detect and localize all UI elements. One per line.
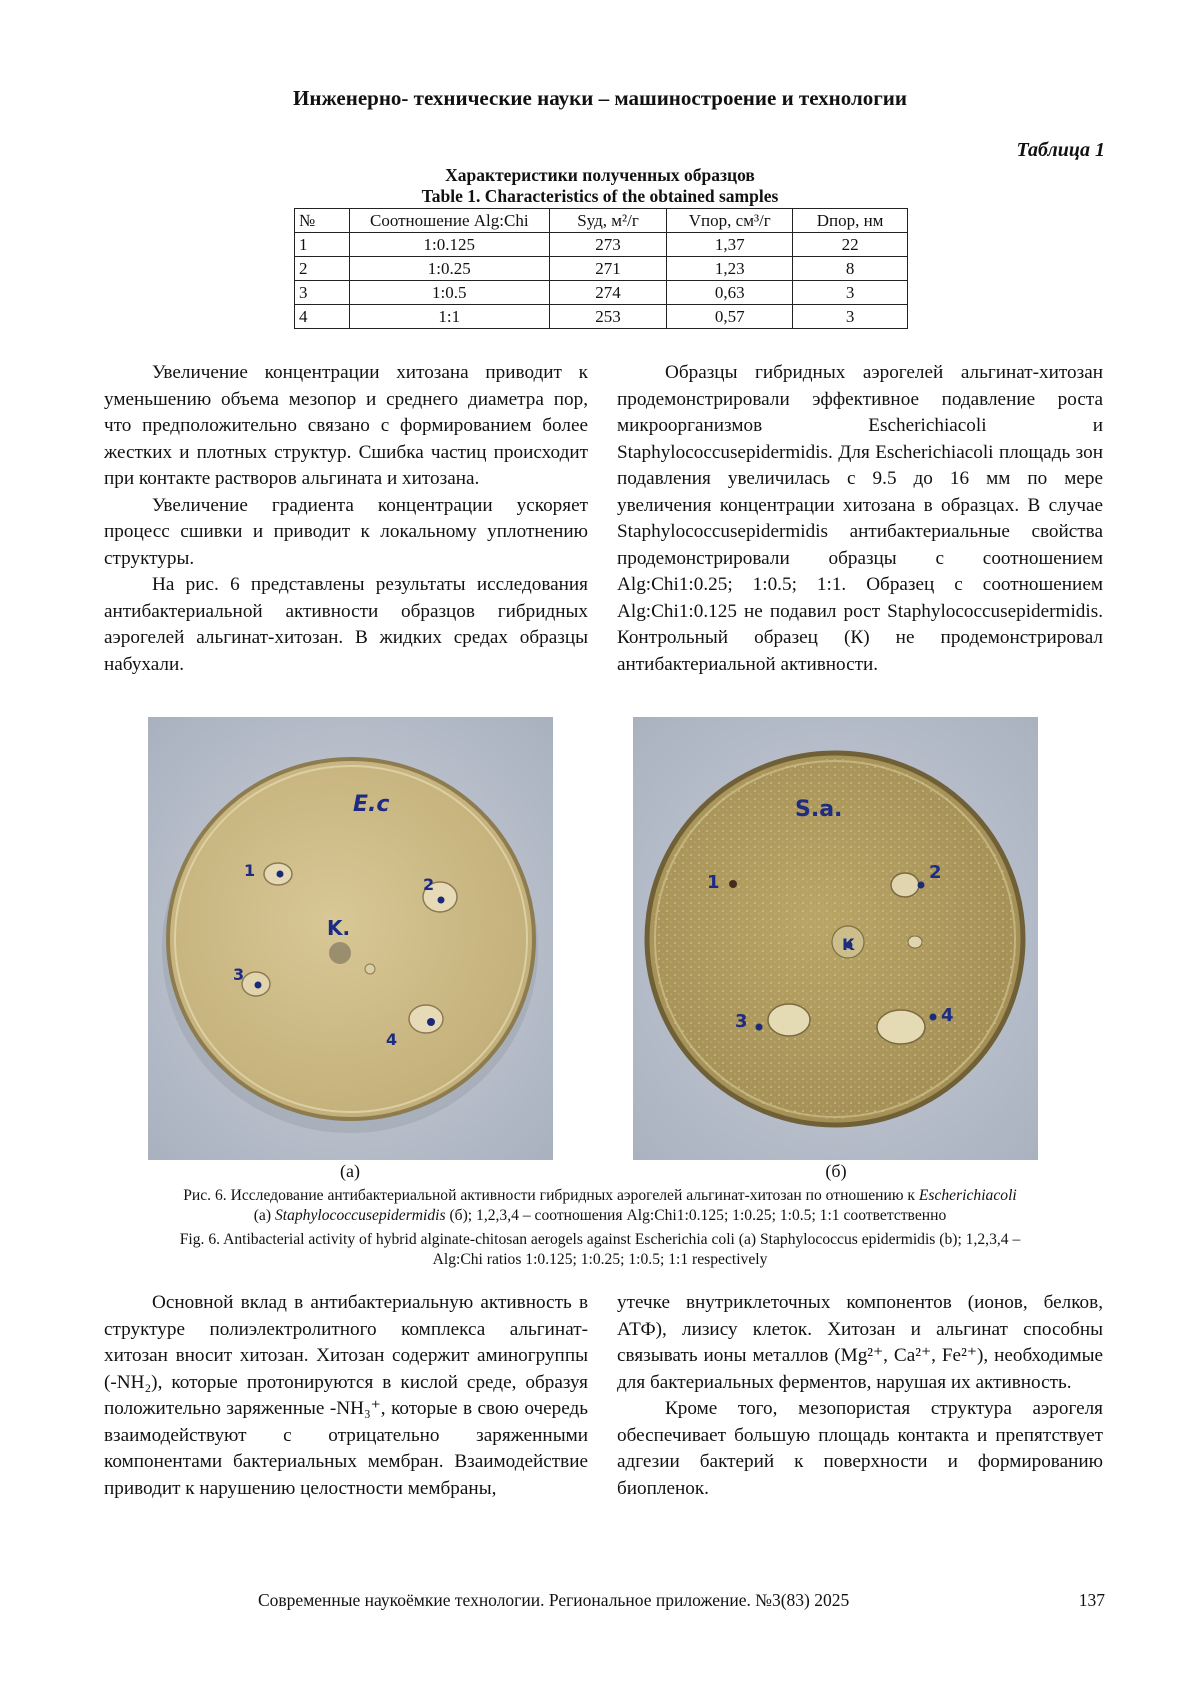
table-cell: 1,23 — [667, 257, 793, 281]
sample-label-2: 2 — [423, 875, 435, 894]
control-label-k: K. — [327, 916, 351, 940]
petri-dish-photo-a — [148, 717, 553, 1160]
paragraph: утечке внутриклеточных компонентов (ионов, белков, АТФ), лизису клеток. Хитозан и альгинат способны связывать ионы металлов (Mg²⁺, Ca²⁺, Fe²⁺), необходимые для бактериальных ферментов, нарушая их активность. — [617, 1292, 1103, 1393]
figure-caption-en-line1: Fig. 6. Antibacterial activity of hybrid alginate-chitosan aerogels against Escherichia coli (a) Staphylococcus epidermidis (b); 1,2,3,4 – — [179, 1231, 1021, 1248]
table-cell: 4 — [295, 305, 350, 329]
col-header-ratio: Соотношение Alg:Chi — [349, 209, 549, 233]
table-row — [295, 257, 908, 281]
table-cell: 0,57 — [667, 305, 793, 329]
sample-label-4: 4 — [941, 1005, 954, 1026]
text-column-3 — [104, 1290, 588, 1502]
text-column-2 — [617, 360, 1103, 678]
table-cell: 2 — [295, 257, 350, 281]
paragraph: Кроме того, мезопористая структура аэрогеля обеспечивает большую площадь контакта и препятствует адгезии бактерий к поверхности и формированию биопленок. — [617, 1398, 1103, 1499]
characteristics-table — [294, 208, 908, 329]
sample-label-2: 2 — [929, 862, 942, 883]
col-header-volume: Vпор, см³/г — [667, 209, 793, 233]
plate-title-a: E.c — [353, 792, 390, 817]
table-cell: 1:0.25 — [349, 257, 549, 281]
table-cell: 253 — [549, 305, 667, 329]
sample-label-1: 1 — [707, 872, 720, 893]
table-header-row — [295, 209, 908, 233]
sample-label-3: 3 — [233, 965, 245, 984]
caption-text: Рис. 6. Исследование антибактериальной активности гибридных аэрогелей альгинат-хитозан по отношению к — [183, 1187, 919, 1204]
plate-title-b: S.a. — [795, 797, 843, 822]
table-cell: 1:0.5 — [349, 281, 549, 305]
paragraph: На рис. 6 представлены результаты исследования антибактериальной активности образцов гибридных аэрогелей альгинат-хитозан. В жидких средах образцы набухали. — [104, 574, 588, 675]
journal-footer: Современные наукоёмкие технологии. Региональное приложение. №3(83) 2025 — [258, 1590, 850, 1610]
table-cell: 3 — [295, 281, 350, 305]
figure-caption-ru-line2 — [0, 1206, 1200, 1226]
sample-label-4: 4 — [386, 1030, 398, 1049]
petri-dish-illustration-a — [148, 717, 553, 1160]
figure-caption-en-line2: Alg:Chi ratios 1:0.125; 1:0.25; 1:0.5; 1:1 respectively — [432, 1251, 768, 1268]
col-header-diameter: Dпор, нм — [793, 209, 908, 233]
table-cell: 22 — [793, 233, 908, 257]
paragraph: Образцы гибридных аэрогелей альгинат-хитозан продемонстрировали эффективное подавление роста микроорганизмов Escherichiacoli и Staphylococcusepidermidis. Для Escherichiacoli площадь зон подавления увеличилась с 9.5 до 16 мм по мере увеличения концентрации хитозана в образцах. В случае Staphylococcusepidermidis антибактериальные свойства продемонстрировали образцы с соотношением Alg:Chi1:0.25; 1:0.5; 1:1. Образец с соотношением Alg:Chi1:0.125 не подавил рост Staphylococcusepidermidis. Контрольный образец (К) не продемонстрировал антибактериальной активности. — [617, 362, 1103, 675]
table-row — [295, 281, 908, 305]
table-cell: 0,63 — [667, 281, 793, 305]
table-row — [295, 305, 908, 329]
figure-label-a: (а) — [340, 1161, 360, 1181]
caption-text: (а) — [253, 1207, 275, 1224]
table-cell: 273 — [549, 233, 667, 257]
table-cell: 1,37 — [667, 233, 793, 257]
col-header-surface: Sуд, м²/г — [549, 209, 667, 233]
table-cell: 8 — [793, 257, 908, 281]
paragraph: Основной вклад в антибактериальную активность в структуре полиэлектролитного комплекса альгинат-хитозан вносит хитозан. Хитозан содержит аминогруппы (-NH₂), которые протонируются в кислой среде, образуя положительно заряженные -NH₃⁺, которые в свою очередь взаимодействуют с отрицательно заряженными компонентами бактериальных мембран. Взаимодействие приводит к нарушению целостности мембраны, — [104, 1292, 588, 1499]
caption-species: Staphylococcusepidermidis — [274, 1207, 446, 1224]
table-cell: 1 — [295, 233, 350, 257]
sample-label-1: 1 — [244, 861, 256, 880]
col-header-number: № — [295, 209, 350, 233]
petri-dish-photo-b — [633, 717, 1038, 1160]
table-cell: 3 — [793, 281, 908, 305]
table-title-ru: Характеристики полученных образцов — [445, 165, 755, 185]
paragraph: Увеличение концентрации хитозана приводит к уменьшению объема мезопор и среднего диаметра пор, что предположительно связано с формированием более жестких и плотных структур. Сшибка частиц происходит при контакте растворов альгината и хитозана. — [104, 362, 588, 489]
text-column-1 — [104, 360, 588, 678]
control-label-k: K — [842, 935, 855, 954]
sample-label-3: 3 — [735, 1011, 748, 1032]
table-title-en: Table 1. Characteristics of the obtained samples — [421, 186, 779, 206]
table-cell: 1:1 — [349, 305, 549, 329]
table-cell: 3 — [793, 305, 908, 329]
figure-label-b: (б) — [825, 1161, 847, 1181]
caption-species: Escherichiacoli — [918, 1187, 1017, 1204]
page-number: 137 — [1078, 1590, 1105, 1610]
table-cell: 271 — [549, 257, 667, 281]
caption-text: (б); 1,2,3,4 – соотношения Alg:Chi1:0.125; 1:0.25; 1:0.5; 1:1 соответственно — [445, 1207, 947, 1224]
running-header: Инженерно- технические науки – машиностроение и технологии — [293, 86, 907, 110]
table-cell: 1:0.125 — [349, 233, 549, 257]
petri-dish-illustration-b — [633, 717, 1038, 1160]
table-cell: 274 — [549, 281, 667, 305]
figure-caption-ru-line1 — [0, 1186, 1200, 1206]
text-column-4 — [617, 1290, 1103, 1502]
table-label: Таблица 1 — [1016, 139, 1105, 161]
table-row — [295, 233, 908, 257]
paragraph: Увеличение градиента концентрации ускоряет процесс сшивки и приводит к локальному уплотнению структуры. — [104, 494, 588, 569]
